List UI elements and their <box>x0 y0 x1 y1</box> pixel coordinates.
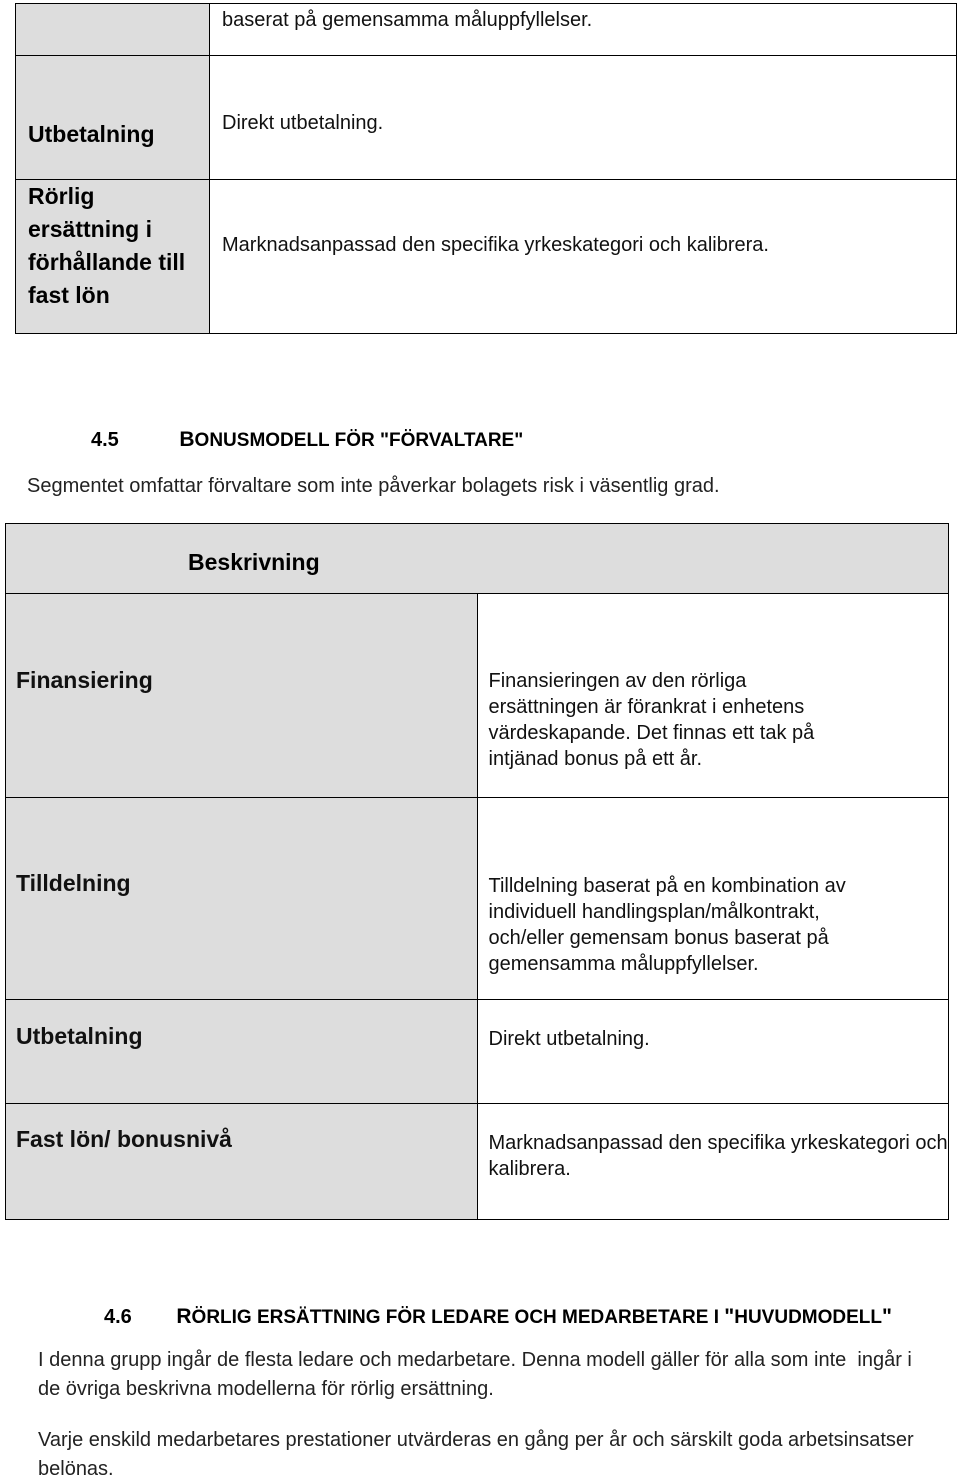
row-label <box>16 4 210 56</box>
row-label: Tilldelning <box>6 798 478 1000</box>
section-title-quote: " <box>724 1305 735 1328</box>
table-header-row <box>6 524 949 594</box>
section-title-part: ÖRLIG ERSÄTTNING FÖR LEDARE OCH MEDARBETARE I <box>191 1307 725 1328</box>
row-content: Finansieringen av den rörliga ersättningen är förankrat i enhetens värdeskapande. Det finnas ett tak på intjänad bonus på ett år. <box>477 594 949 798</box>
section-title-quote: " <box>882 1305 892 1328</box>
table-row <box>16 56 957 180</box>
table-continuation <box>15 3 957 334</box>
table-row <box>6 594 949 798</box>
table-row <box>6 1104 949 1220</box>
row-content: Direkt utbetalning. <box>210 56 957 180</box>
table-row <box>16 180 957 334</box>
section-paragraph: Varje enskild medarbetares prestationer utvärderas en gång per år och särskilt goda arbetsinsatser belönas. <box>38 1429 914 1480</box>
section-title-initial: B <box>179 428 195 451</box>
row-content: Marknadsanpassad den specifika yrkeskategori och kalibrera. <box>477 1104 949 1220</box>
section-intro: Segmentet omfattar förvaltare som inte påverkar bolagets risk i väsentlig grad. <box>27 475 720 497</box>
row-label: Utbetalning <box>16 56 210 180</box>
section-paragraph: I denna grupp ingår de flesta ledare och medarbetare. Denna modell gäller för alla som inte ingår i de övriga beskrivna modellerna för rörlig ersättning. <box>38 1349 918 1400</box>
row-content: Marknadsanpassad den specifika yrkeskategori och kalibrera. <box>210 180 957 334</box>
row-content: Direkt utbetalning. <box>477 1000 949 1104</box>
section-number: 4.6 <box>104 1306 132 1328</box>
section-title-part: HUVUDMODELL <box>734 1307 883 1328</box>
table-header <box>6 524 949 594</box>
row-label: Finansiering <box>6 594 478 798</box>
table-bonus-model <box>5 523 949 1220</box>
row-label: Utbetalning <box>6 1000 478 1104</box>
table-row <box>16 4 957 56</box>
table-row <box>6 1000 949 1104</box>
section-heading-4-5 <box>91 428 523 452</box>
row-label: Fast lön/ bonusnivå <box>6 1104 478 1220</box>
table-row <box>6 798 949 1000</box>
header-label: Beskrivning <box>188 549 320 575</box>
section-title: ONUSMODELL FÖR "FÖRVALTARE" <box>194 430 524 451</box>
row-content: baserat på gemensamma måluppfyllelser. <box>210 4 957 56</box>
row-label: Rörlig ersättning i förhållande till fast lön <box>16 180 210 334</box>
section-number: 4.5 <box>91 429 119 451</box>
section-title-initial: R <box>176 1305 192 1328</box>
section-heading-4-6 <box>104 1305 892 1329</box>
row-content: Tilldelning baserat på en kombination av individuell handlingsplan/målkontrakt, och/eller gemensam bonus baserat på gemensamma måluppfyllelser. <box>477 798 949 1000</box>
